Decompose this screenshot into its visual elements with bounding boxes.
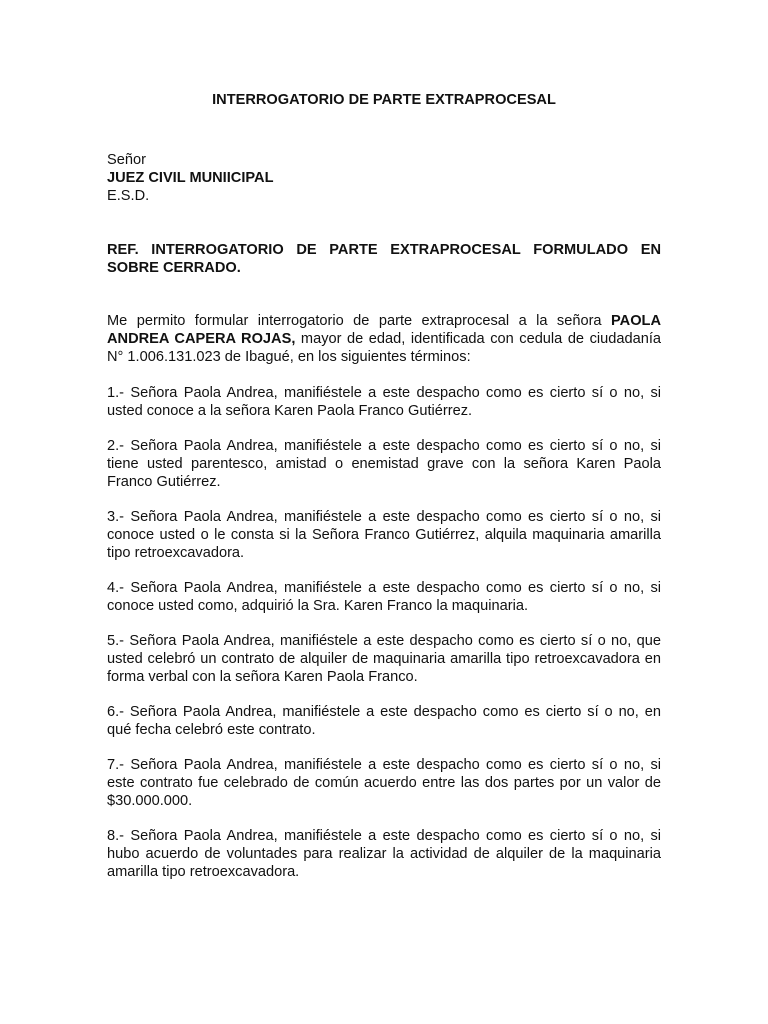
question-item: 5.- Señora Paola Andrea, manifiéstele a este despacho como es cierto sí o no, que usted celebró un contrato de alquiler de maquinaria amarilla tipo retroexcavadora en forma verbal con la señora Karen Paola Franco. <box>107 633 661 685</box>
question-item: 8.- Señora Paola Andrea, manifiéstele a este despacho como es cierto sí o no, si hubo acuerdo de voluntades para realizar la actividad de alquiler de la maquinaria amarilla tipo retroexcavadora. <box>107 828 661 880</box>
salutation: Señor <box>107 152 146 168</box>
document-title: INTERROGATORIO DE PARTE EXTRAPROCESAL <box>212 92 556 108</box>
question-item: 4.- Señora Paola Andrea, manifiéstele a este despacho como es cierto sí o no, si conoce usted como, adquirió la Sra. Karen Franco la maquinaria. <box>107 580 661 614</box>
party-name: PAOLA ANDREA CAPERA ROJAS, <box>107 313 661 347</box>
intro-text-end: mayor de edad, identificada con cedula de ciudadanía N° 1.006.131.023 de Ibagué, en los siguientes términos: <box>107 331 661 365</box>
question-item: 3.- Señora Paola Andrea, manifiéstele a este despacho como es cierto sí o no, si conoce usted o le consta si la Señora Franco Gutiérrez, alquila maquinaria amarilla tipo retroexcavadora. <box>107 509 661 561</box>
intro-text-start: Me permito formular interrogatorio de parte extraprocesal a la señora <box>107 313 611 329</box>
judge-name: JUEZ CIVIL MUNIICIPAL <box>107 170 274 186</box>
addressee-block <box>107 151 661 205</box>
intro-paragraph <box>107 312 661 366</box>
esd-line: E.S.D. <box>107 188 150 204</box>
questions-list <box>107 384 661 881</box>
question-item: 1.- Señora Paola Andrea, manifiéstele a este despacho como es cierto sí o no, si usted conoce a la señora Karen Paola Franco Gutiérrez. <box>107 385 661 419</box>
reference-line: REF. INTERROGATORIO DE PARTE EXTRAPROCESAL FORMULADO EN SOBRE CERRADO. <box>107 242 661 276</box>
question-item: 7.- Señora Paola Andrea, manifiéstele a este despacho como es cierto sí o no, si este contrato fue celebrado de común acuerdo entre las dos partes por un valor de $30.000.000. <box>107 757 661 809</box>
question-item: 2.- Señora Paola Andrea, manifiéstele a este despacho como es cierto sí o no, si tiene usted parentesco, amistad o enemistad grave con la señora Karen Paola Franco Gutiérrez. <box>107 438 661 490</box>
document-page <box>107 91 661 898</box>
question-item: 6.- Señora Paola Andrea, manifiéstele a este despacho como es cierto sí o no, en qué fecha celebró este contrato. <box>107 704 661 738</box>
